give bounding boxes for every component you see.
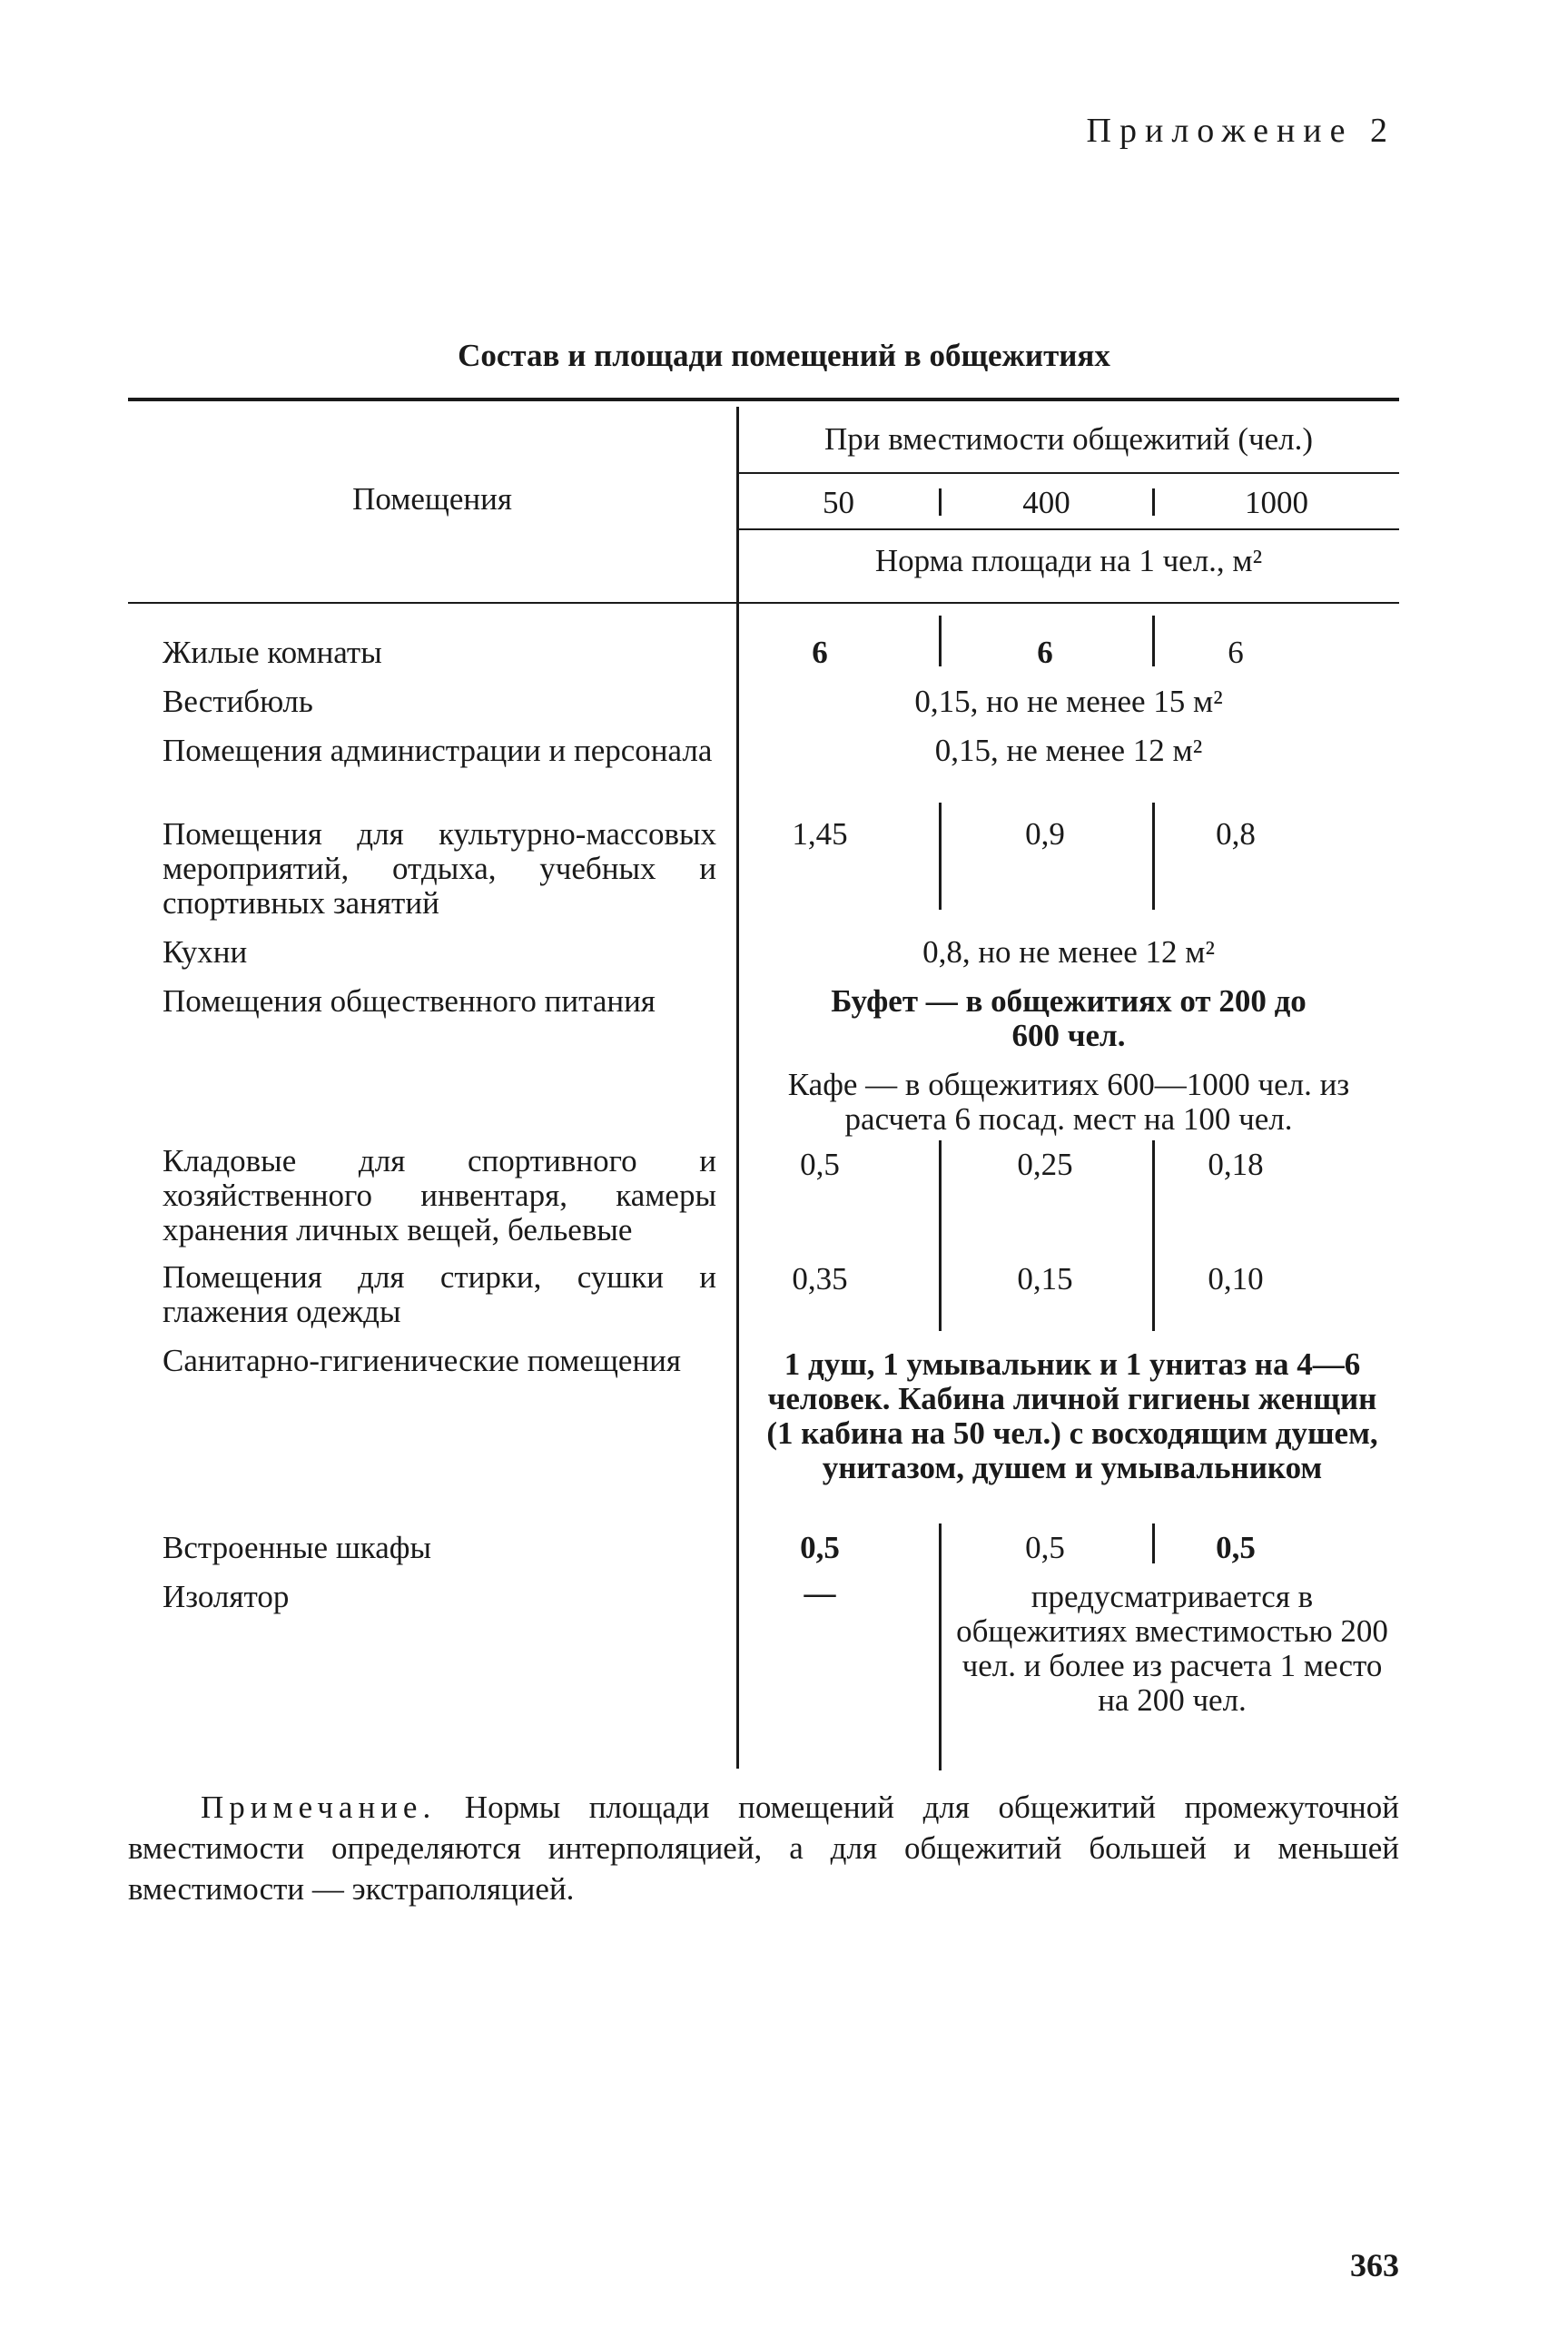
page-number: 363 (1350, 2247, 1399, 2283)
row-name-isolator: Изолятор (163, 1579, 290, 1614)
row-name-closets: Встроенные шкафы (163, 1530, 431, 1565)
header-cap-400: 400 (1022, 485, 1070, 520)
footnote-text: Нормы площади помещений для общежитий промежуточной вместимости определяются интерполяцией, а для общежитий большей и меньшей вместимости — экстраполяцией. (128, 1790, 1400, 1907)
cell-kitchens: 0,8, но не менее 12 м² (922, 934, 1215, 970)
cell-storage-1000: 0,18 (1208, 1147, 1264, 1182)
header-rule-2 (738, 528, 1399, 530)
cell-storage-50: 0,5 (800, 1147, 840, 1182)
cell-vestibule: 0,15, но не менее 15 м² (914, 684, 1223, 719)
cell-living-1000: 6 (1228, 635, 1244, 670)
cell-laundry-50: 0,35 (792, 1261, 848, 1297)
row-name-laundry: Помещения для стирки, сушки и глажения одежды (163, 1259, 716, 1329)
header-cap-50: 50 (823, 485, 854, 520)
row-name-catering: Помещения общественного питания (163, 983, 656, 1019)
cell-sanitary: 1 душ, 1 умывальник и 1 унитаз на 4—6 человек. Кабина личной гигиены женщин (1 кабина на 50 чел.) с восходящим душем, унитазом, душем и умывальником (766, 1346, 1378, 1485)
cell-catering-buffet: Буфет — в общежитиях от 200 до 600 чел. (831, 983, 1307, 1053)
cell-cultural-400: 0,9 (1025, 816, 1065, 852)
row-name-living-rooms: Жилые комнаты (163, 635, 382, 670)
cell-isolator-50: — (804, 1575, 836, 1611)
row-name-admin: Помещения администрации и персонала (163, 733, 713, 768)
row-name-sanitary: Санитарно-гигиенические помещения (163, 1343, 682, 1378)
footnote (128, 1787, 1399, 1909)
cell-cultural-1000: 0,8 (1216, 816, 1256, 852)
cell-admin: 0,15, не менее 12 м² (934, 733, 1203, 768)
cell-isolator-400-1000: предусматривается в общежитиях вместимостью 200 чел. и более из расчета 1 место на 200 чел. (956, 1579, 1388, 1718)
cell-laundry-400: 0,15 (1017, 1261, 1073, 1297)
row-name-storage: Кладовые для спортивного и хозяйственного инвентаря, камеры хранения личных вещей, бельевые (163, 1143, 716, 1247)
cell-cultural-50: 1,45 (792, 816, 848, 852)
header-norm: Норма площади на 1 чел., м² (874, 543, 1263, 578)
table-title: Состав и площади помещений в общежитиях (458, 338, 1110, 373)
footnote-label: Примечание. (201, 1790, 437, 1825)
rooms-area-table (128, 398, 1399, 1769)
table-top-rule (128, 398, 1399, 401)
row-name-cultural: Помещения для культурно-массовых мероприятий, отдыха, учебных и спортивных занятий (163, 816, 716, 921)
header-capacity: При вместимости общежитий (чел.) (823, 421, 1313, 457)
cell-catering-cafe: Кафе — в общежитиях 600—1000 чел. из расчета 6 посад. мест на 100 чел. (787, 1067, 1350, 1137)
header-rooms: Помещения (352, 481, 512, 517)
cell-closets-1000: 0,5 (1216, 1530, 1256, 1565)
cell-living-400: 6 (1037, 635, 1053, 670)
header-rule-1 (738, 472, 1399, 474)
cell-closets-50: 0,5 (800, 1530, 840, 1565)
header-cap-1000: 1000 (1245, 485, 1308, 520)
appendix-label: Приложение 2 (1086, 112, 1395, 150)
cell-living-50: 6 (812, 635, 828, 670)
row-name-kitchens: Кухни (163, 934, 248, 970)
row-name-vestibule: Вестибюль (163, 684, 313, 719)
cell-storage-400: 0,25 (1017, 1147, 1073, 1182)
header-bottom-rule (128, 602, 1399, 604)
cell-closets-400: 0,5 (1025, 1530, 1065, 1565)
cell-laundry-1000: 0,10 (1208, 1261, 1264, 1297)
